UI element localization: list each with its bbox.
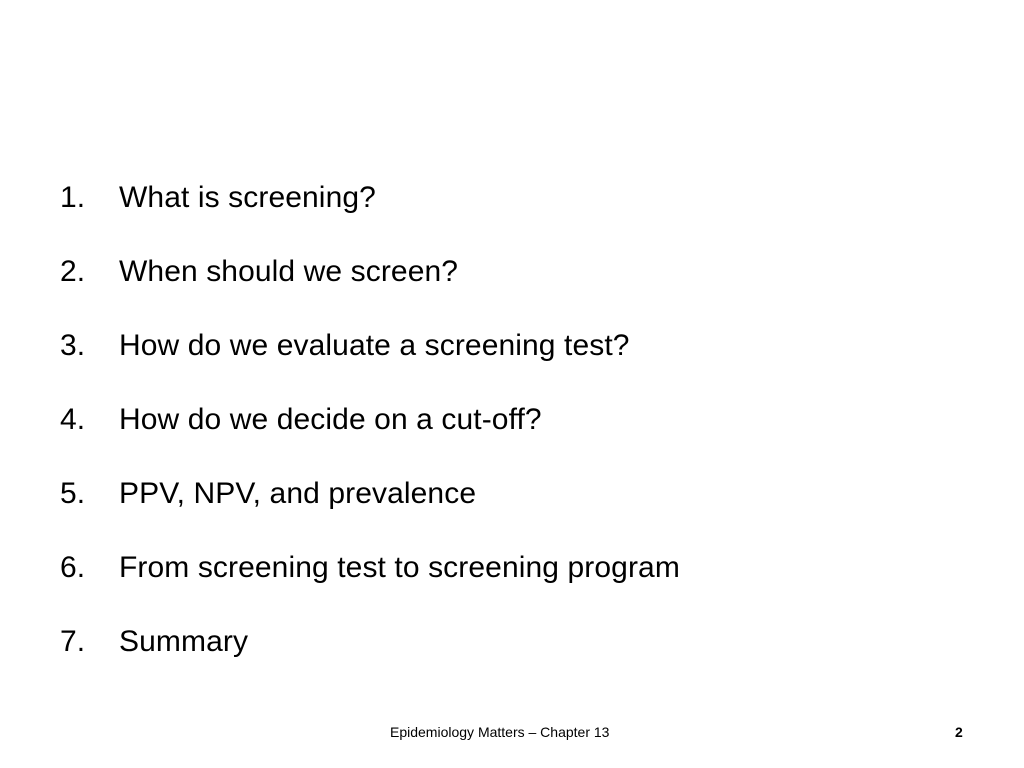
- list-item-number: 4.: [60, 403, 86, 436]
- outline-list: [60, 176, 680, 694]
- slide-number: 2: [955, 724, 963, 740]
- list-item-text: When should we screen?: [119, 255, 459, 288]
- list-item: [60, 620, 680, 694]
- list-item-text: What is screening?: [119, 181, 376, 214]
- footer-text: Epidemiology Matters – Chapter 13: [390, 724, 610, 740]
- list-item: [60, 398, 680, 472]
- list-item-text: PPV, NPV, and prevalence: [119, 477, 477, 510]
- list-item-text: Summary: [119, 625, 249, 658]
- list-item-number: 7.: [60, 625, 86, 658]
- list-item-number: 3.: [60, 329, 86, 362]
- list-item: [60, 250, 680, 324]
- list-item-text: From screening test to screening program: [119, 551, 680, 584]
- list-item: [60, 546, 680, 620]
- list-item: [60, 176, 680, 250]
- list-item: [60, 324, 680, 398]
- list-item-number: 6.: [60, 551, 86, 584]
- list-item-number: 2.: [60, 255, 86, 288]
- list-item-number: 5.: [60, 477, 86, 510]
- list-item-text: How do we decide on a cut-off?: [119, 403, 542, 436]
- list-item-text: How do we evaluate a screening test?: [119, 329, 630, 362]
- list-item-number: 1.: [60, 181, 86, 214]
- list-item: [60, 472, 680, 546]
